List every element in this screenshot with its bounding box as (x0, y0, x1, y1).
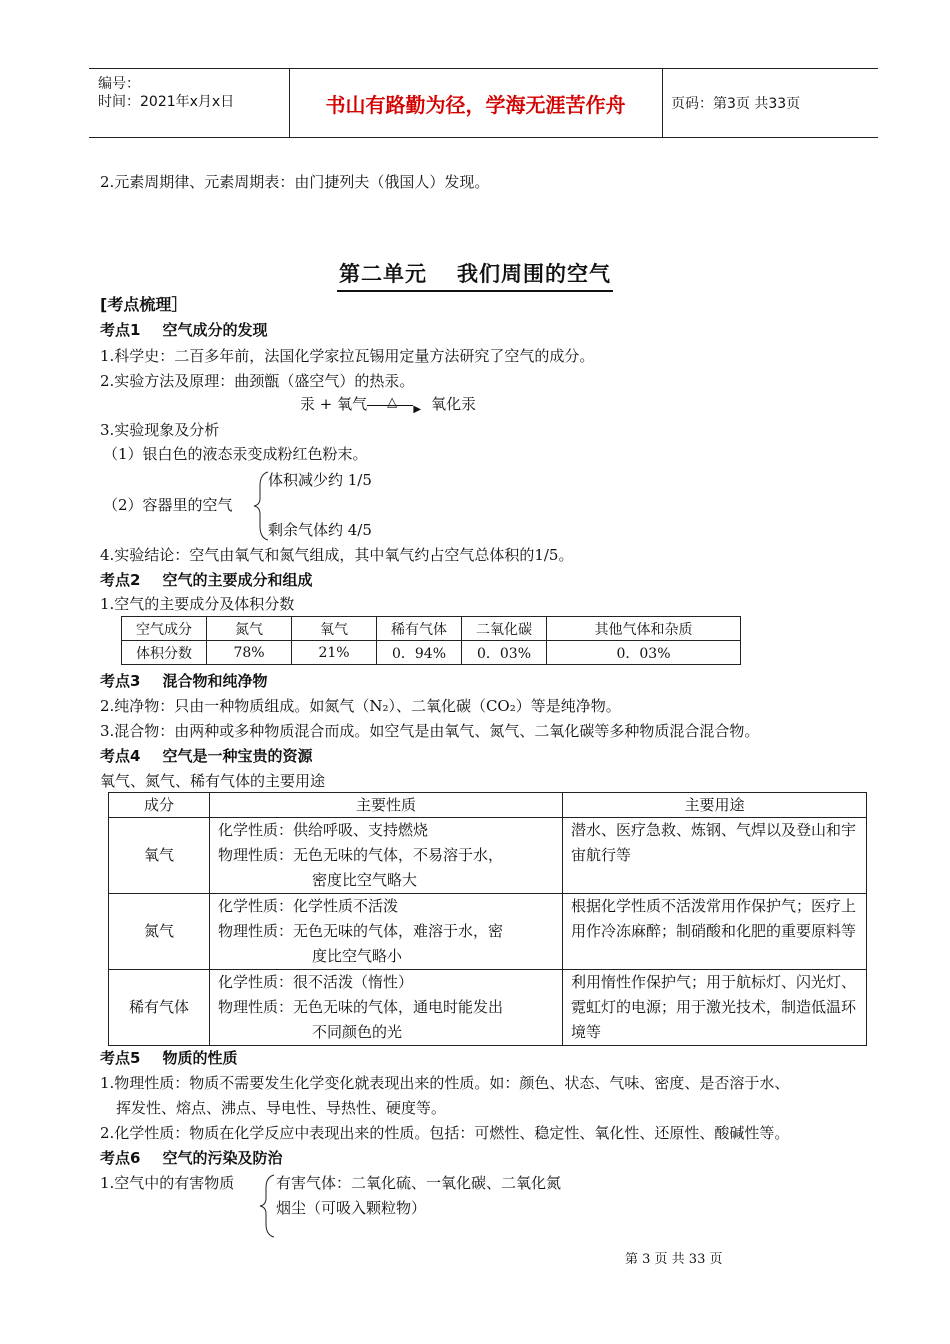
phys-property: 物理性质：无色无味的气体，难溶于水，密 (218, 922, 504, 940)
kd5-heading (100, 1048, 237, 1068)
kd6-line-1: 1.空气中的有害物质 (100, 1174, 235, 1192)
kd1-line-2: 2.实验方法及原理：曲颈甑（盛空气）的热汞。 (100, 372, 415, 390)
intro-line: 2.元素周期律、元素周期表：由门捷列夫（俄国人）发现。 (100, 173, 490, 191)
phys-property-cont: 密度比空气略大 (312, 871, 418, 889)
table-header-cell: 主要性质 (210, 793, 563, 818)
uses-table (108, 792, 867, 1046)
phys-property: 物理性质：无色无味的气体，不易溶于水， (218, 846, 504, 864)
table-cell: 体积分数 (122, 641, 207, 665)
chem-property: 化学性质：化学性质不活泼 (218, 897, 399, 915)
table-header-cell: 二氧化碳 (462, 617, 547, 641)
table-cell (210, 818, 563, 894)
table-row (109, 970, 867, 1046)
kd1-line-1: 1.科学史：二百多年前，法国化学家拉瓦锡用定量方法研究了空气的成分。 (100, 347, 595, 365)
kd3-line-1: 2.纯净物：只由一种物质组成。如氮气（N₂）、二氧化碳（CO₂）等是纯净物。 (100, 697, 621, 715)
header-meta (89, 69, 290, 137)
kd4-num: 考点4 (100, 747, 141, 765)
phenomenon-2: （2）容器里的空气 (103, 496, 233, 514)
table-header-cell: 氮气 (207, 617, 292, 641)
reaction-condition: △ (387, 395, 398, 410)
reaction-equation (300, 394, 476, 414)
kd6-heading (100, 1148, 282, 1168)
brace-2 (258, 1172, 278, 1240)
table-cell: 78% (207, 641, 292, 665)
kd1-phenomena-title: 3.实验现象及分析 (100, 421, 220, 439)
table-cell: 氮气 (109, 894, 210, 970)
phys-property-cont: 不同颜色的光 (312, 1023, 403, 1041)
kd4-title: 空气是一种宝贵的资源 (162, 747, 313, 765)
kd1-title: 空气成分的发现 (162, 321, 268, 339)
phenomenon-1: （1）银白色的液态汞变成粉红色粉末。 (103, 445, 368, 463)
chem-property: 化学性质：很不活泼（惰性） (218, 973, 414, 991)
motto: 书山有路勤为径，学海无涯苦作舟 (289, 69, 663, 137)
table-cell: 利用惰性作保护气；用于航标灯、闪光灯、霓虹灯的电源；用于激光技术，制造低温环境等 (563, 970, 867, 1046)
brace-1-item-1: 体积减少约 1/5 (268, 471, 372, 489)
table-cell: 根据化学性质不活泼常用作保护气；医疗上用作冷冻麻醉；制硝酸和化肥的重要原料等 (563, 894, 867, 970)
table-header-cell: 成分 (109, 793, 210, 818)
kd2-line: 1.空气的主要成分及体积分数 (100, 595, 295, 613)
table-row (122, 641, 741, 665)
table-header-cell: 稀有气体 (377, 617, 462, 641)
brace-2-item-1: 有害气体：二氧化硫、一氧化碳、二氧化氮 (276, 1174, 562, 1192)
kd2-title: 空气的主要成分和组成 (162, 571, 313, 589)
kd1-conclusion: 4.实验结论：空气由氧气和氮气组成，其中氧气约占空气总体积的1/5。 (100, 546, 574, 564)
kd2-num: 考点2 (100, 571, 141, 589)
page-header (89, 68, 878, 138)
kd5-line-1a: 1.物理性质：物质不需要发生化学变化就表现出来的性质。如：颜色、状态、气味、密度、是否溶于水、 (100, 1074, 790, 1092)
table-cell: 0．03% (547, 641, 741, 665)
table-header-cell: 空气成分 (122, 617, 207, 641)
kd4-heading (100, 746, 312, 766)
page-label: 页码：第3页 共33页 (671, 96, 801, 112)
brace-2-item-2: 烟尘（可吸入颗粒物） (276, 1199, 427, 1217)
kd1-heading (100, 320, 267, 340)
phys-property: 物理性质：无色无味的气体，通电时能发出 (218, 998, 504, 1016)
code-label: 编号： (98, 76, 140, 92)
table-cell (210, 970, 563, 1046)
kd3-heading (100, 671, 267, 691)
kd5-title: 物质的性质 (162, 1049, 238, 1067)
kd2-heading (100, 570, 312, 590)
phys-property-cont: 度比空气略小 (312, 947, 403, 965)
table-cell (210, 894, 563, 970)
section-label: [考点梳理］ (100, 295, 188, 314)
kd1-num: 考点1 (100, 321, 141, 339)
reaction-arrow: ▶ △ (367, 394, 421, 414)
kd6-title: 空气的污染及防治 (162, 1149, 283, 1167)
table-cell: 0．94% (377, 641, 462, 665)
kd5-num: 考点5 (100, 1049, 141, 1067)
table-row (109, 894, 867, 970)
table-header-cell: 氧气 (292, 617, 377, 641)
time-label: 时间：2021年x月x日 (98, 94, 235, 110)
equation-right: 氧化汞 (431, 395, 477, 413)
kd4-line: 氧气、氮气、稀有气体的主要用途 (100, 772, 326, 790)
table-row (109, 818, 867, 894)
table-header-row (122, 617, 741, 641)
unit-name: 我们周围的空气 (457, 262, 611, 286)
kd6-num: 考点6 (100, 1149, 141, 1167)
table-cell: 21% (292, 641, 377, 665)
table-cell: 潜水、医疗急救、炼钢、气焊以及登山和宇宙航行等 (563, 818, 867, 894)
unit-title (0, 258, 950, 292)
table-header-cell: 主要用途 (563, 793, 867, 818)
table-cell: 0．03% (462, 641, 547, 665)
page-footer: 第 3 页 共 33 页 (625, 1252, 723, 1267)
kd3-title: 混合物和纯净物 (162, 672, 268, 690)
table-cell: 氧气 (109, 818, 210, 894)
kd5-line-2: 2.化学性质：物质在化学反应中表现出来的性质。包括：可燃性、稳定性、氧化性、还原性、酸碱性等。 (100, 1124, 790, 1142)
brace-1-item-2: 剩余气体约 4/5 (268, 521, 372, 539)
kd5-line-1b: 挥发性、熔点、沸点、导电性、导热性、硬度等。 (116, 1099, 447, 1117)
table-header-cell: 其他气体和杂质 (547, 617, 741, 641)
kd3-line-2: 3.混合物：由两种或多种物质混合而成。如空气是由氧气、氮气、二氧化碳等多种物质混合混合物。 (100, 722, 760, 740)
table-cell: 稀有气体 (109, 970, 210, 1046)
kd3-num: 考点3 (100, 672, 141, 690)
chem-property: 化学性质：供给呼吸、支持燃烧 (218, 821, 429, 839)
table-header-row (109, 793, 867, 818)
composition-table (121, 616, 741, 665)
unit-number: 第二单元 (339, 262, 427, 286)
equation-left: 汞 + 氧气 (300, 395, 368, 413)
